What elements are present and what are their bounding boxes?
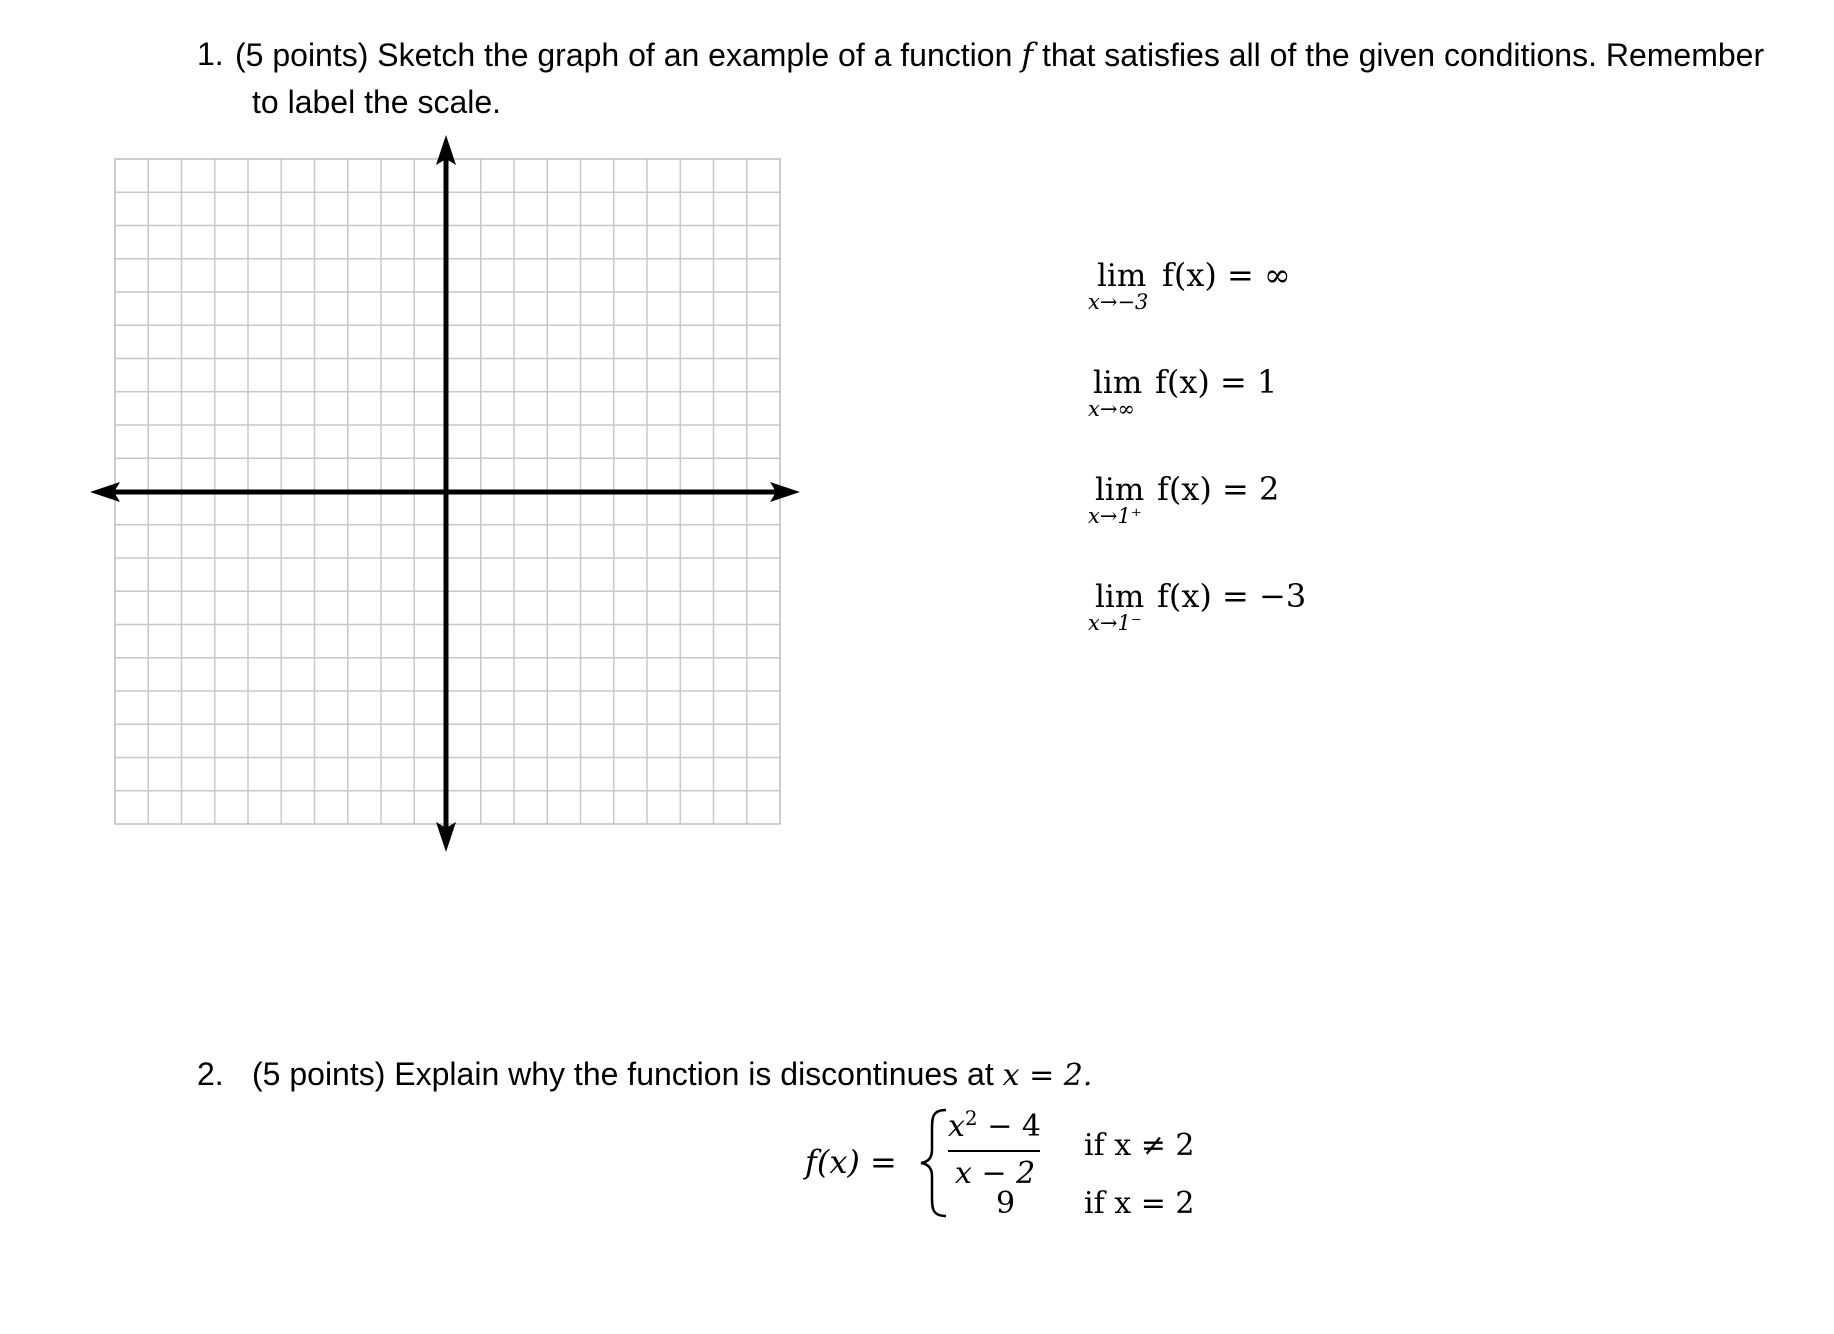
case-1-condition: if x ≠ 2 [1084, 1128, 1195, 1163]
graph-grid[interactable] [80, 130, 820, 860]
lim-expr-text: f(x) = −3 [1157, 577, 1307, 615]
case-2-value: 9 [996, 1186, 1016, 1221]
numerator-exponent: 2 [964, 1106, 978, 1130]
lim-word: lim [1095, 579, 1145, 615]
problem-1-line1-end: that satisfies all of the given conditions. Remember [1041, 37, 1765, 73]
lim-expression [1155, 363, 1277, 401]
lim-expr-text: f(x) = ∞ [1162, 256, 1291, 294]
case-1-denominator: x − 2 [955, 1156, 1036, 1191]
lim-word: lim [1095, 472, 1145, 508]
lim-word: lim [1093, 365, 1143, 401]
lim-expr-text: f(x) = 1 [1155, 363, 1278, 401]
lim-expr-text: f(x) = 2 [1157, 470, 1280, 508]
piecewise-lhs: f(x) = [805, 1143, 897, 1181]
problem-1-number: 1. [197, 36, 224, 72]
lim-subscript: x→1⁺ [1088, 504, 1142, 528]
problem-2-condition: x = 2. [1002, 1058, 1093, 1093]
function-symbol: f [1021, 36, 1034, 74]
problem-2-number: 2. [197, 1056, 224, 1092]
lim-expression [1157, 577, 1306, 615]
lim-subscript: x→−3 [1088, 290, 1149, 314]
lim-expression [1162, 256, 1291, 294]
lim-expression [1157, 470, 1279, 508]
lim-subscript: x→∞ [1088, 397, 1135, 421]
problem-2-text [252, 1056, 1092, 1093]
lim-subscript: x→1⁻ [1088, 611, 1142, 635]
problem-1-text [235, 36, 1764, 74]
problem-1-line1: (5 points) Sketch the graph of an example of a function [235, 37, 1013, 73]
problem-2-statement: (5 points) Explain why the function is discontinues at [252, 1056, 994, 1092]
left-brace [918, 1108, 952, 1218]
case-1-numerator [948, 1106, 1041, 1144]
numerator-rest: − 4 [987, 1109, 1041, 1144]
case-2-condition: if x = 2 [1084, 1186, 1195, 1221]
fraction-bar [948, 1150, 1040, 1152]
problem-1-line2: to label the scale. [252, 84, 502, 120]
lim-word: lim [1097, 258, 1147, 294]
numerator-base: x [948, 1109, 965, 1144]
